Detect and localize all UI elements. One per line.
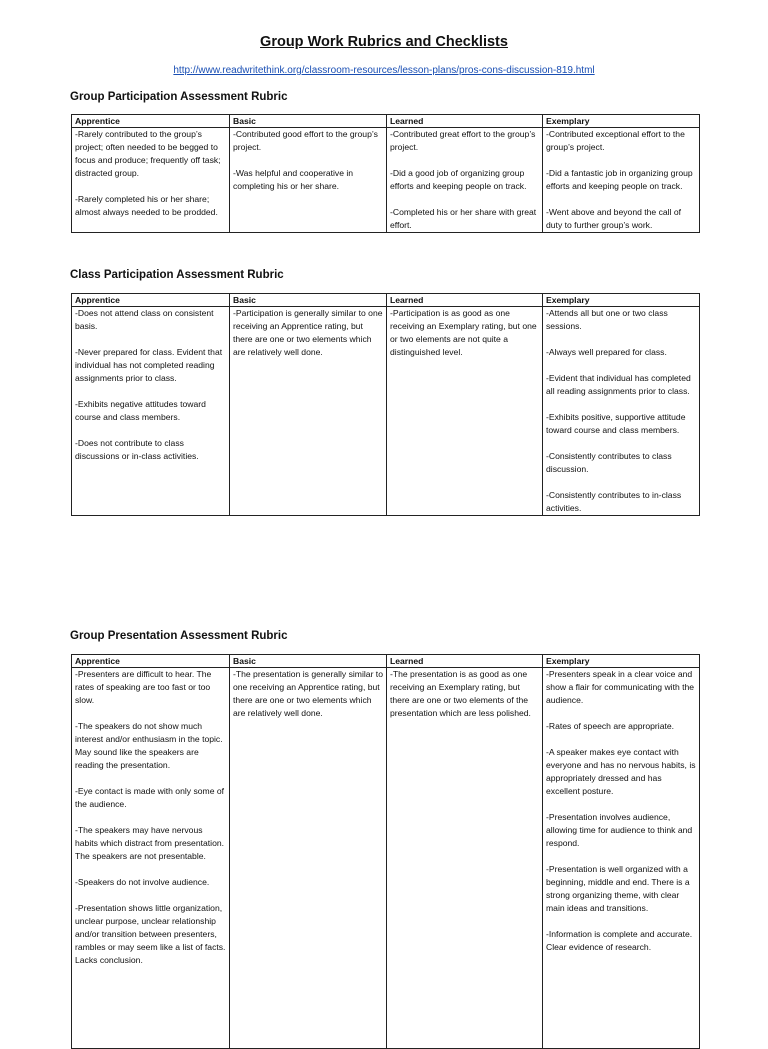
cell-exemplary xyxy=(543,668,700,1049)
group-presentation-rubric-title: Group Presentation Assessment Rubric xyxy=(70,630,288,642)
cell-learned xyxy=(387,307,543,516)
criterion-text: -Presentation involves audience, allowing time for audience to think and respond. xyxy=(546,812,693,848)
criterion-text: -Did a fantastic job in organizing group efforts and keeping people on track. xyxy=(546,168,693,191)
source-link[interactable]: http://www.readwritethink.org/classroom-resources/lesson-plans/pros-cons-discussion-819.html xyxy=(173,65,595,76)
table-header-row xyxy=(72,115,700,128)
cell-learned xyxy=(387,668,543,1049)
group-participation-rubric-table xyxy=(71,114,700,233)
cell-apprentice xyxy=(72,668,230,1049)
criterion-text: -Always well prepared for class. xyxy=(546,347,667,357)
criterion-text: -Presenters are difficult to hear. The rates of speaking are too fast or too slow. xyxy=(75,669,212,705)
document-title: Group Work Rubrics and Checklists xyxy=(260,34,508,50)
criterion-text: -Attends all but one or two class sessions. xyxy=(546,308,668,331)
cell-exemplary xyxy=(543,307,700,516)
criterion-text: -Rates of speech are appropriate. xyxy=(546,721,675,731)
criterion-text: -Presentation shows little organization, unclear purpose, unclear relationship and/or transition between presenters, rambles or may seem like a list of facts. Lacks conclusion. xyxy=(75,903,226,965)
column-header-apprentice: Apprentice xyxy=(72,294,230,307)
criterion-text: -Contributed good effort to the group’s project. xyxy=(233,129,378,152)
criterion-text: -Presenters speak in a clear voice and show a flair for communicating with the audience. xyxy=(546,669,695,705)
criterion-text: -Does not attend class on consistent basis. xyxy=(75,308,214,331)
column-header-learned: Learned xyxy=(387,115,543,128)
criterion-text: -The speakers do not show much interest and/or enthusiasm in the topic. May sound like the speakers are reading the presentation. xyxy=(75,721,223,770)
criterion-text: -Information is complete and accurate. Clear evidence of research. xyxy=(546,929,693,952)
table-header-row xyxy=(72,294,700,307)
column-header-basic: Basic xyxy=(230,655,387,668)
criterion-text: -Consistently contributes to class discussion. xyxy=(546,451,672,474)
criterion-text: -Participation is as good as one receiving an Exemplary rating, but one or two elements are not quite a distinguished level. xyxy=(390,308,537,357)
criterion-text: -Never prepared for class. Evident that individual has not completed reading assignments prior to class. xyxy=(75,347,223,383)
criterion-text: -Went above and beyond the call of duty to further group’s work. xyxy=(546,207,682,230)
criterion-text: -Eye contact is made with only some of the audience. xyxy=(75,786,225,809)
criterion-text: -Presentation is well organized with a beginning, middle and end. There is a strong organizing theme, with clear main ideas and transitions. xyxy=(546,864,690,913)
criterion-text: -Contributed exceptional effort to the group’s project. xyxy=(546,129,685,152)
criterion-text: -Does not contribute to class discussions or in-class activities. xyxy=(75,438,199,461)
group-presentation-rubric-table xyxy=(71,654,700,1049)
column-header-basic: Basic xyxy=(230,294,387,307)
table-header-row xyxy=(72,655,700,668)
table-row xyxy=(72,307,700,516)
criterion-text: -Exhibits negative attitudes toward course and class members. xyxy=(75,399,206,422)
criterion-text: -Was helpful and cooperative in completing his or her share. xyxy=(233,168,354,191)
criterion-text: -Rarely completed his or her share; almost always needed to be prodded. xyxy=(75,194,218,217)
column-header-learned: Learned xyxy=(387,294,543,307)
class-participation-rubric-table xyxy=(71,293,700,516)
table-row xyxy=(72,128,700,233)
criterion-text: -Completed his or her share with great effort. xyxy=(390,207,537,230)
criterion-text: -Evident that individual has completed all reading assignments prior to class. xyxy=(546,373,691,396)
column-header-basic: Basic xyxy=(230,115,387,128)
criterion-text: -Rarely contributed to the group’s project; often needed to be begged to focus and produce; frequently off task; distracted group. xyxy=(75,129,221,178)
criterion-text: -Consistently contributes to in-class activities. xyxy=(546,490,682,513)
table-row xyxy=(72,668,700,1049)
cell-learned xyxy=(387,128,543,233)
column-header-exemplary: Exemplary xyxy=(543,294,700,307)
criterion-text: -Participation is generally similar to one receiving an Apprentice rating, but there are one or two elements which are relatively well done. xyxy=(233,308,383,357)
criterion-text: -The speakers may have nervous habits which distract from presentation. The speakers are not presentable. xyxy=(75,825,225,861)
class-participation-rubric-title: Class Participation Assessment Rubric xyxy=(70,269,284,281)
cell-basic xyxy=(230,668,387,1049)
cell-exemplary xyxy=(543,128,700,233)
column-header-apprentice: Apprentice xyxy=(72,115,230,128)
criterion-text: -The presentation is generally similar to one receiving an Apprentice rating, but there are one or two elements which are relatively well done. xyxy=(233,669,383,718)
group-participation-rubric-title: Group Participation Assessment Rubric xyxy=(70,91,288,103)
criterion-text: -Did a good job of organizing group efforts and keeping people on track. xyxy=(390,168,527,191)
cell-basic xyxy=(230,307,387,516)
cell-apprentice xyxy=(72,307,230,516)
column-header-exemplary: Exemplary xyxy=(543,655,700,668)
criterion-text: -Exhibits positive, supportive attitude toward course and class members. xyxy=(546,412,686,435)
cell-apprentice xyxy=(72,128,230,233)
column-header-exemplary: Exemplary xyxy=(543,115,700,128)
criterion-text: -Contributed great effort to the group’s project. xyxy=(390,129,536,152)
column-header-learned: Learned xyxy=(387,655,543,668)
criterion-text: -A speaker makes eye contact with everyone and has no nervous habits, is appropriately dressed and has excellent posture. xyxy=(546,747,696,796)
column-header-apprentice: Apprentice xyxy=(72,655,230,668)
criterion-text: -Speakers do not involve audience. xyxy=(75,877,210,887)
criterion-text: -The presentation is as good as one receiving an Exemplary rating, but there are one or two elements of the presentation which are less polished. xyxy=(390,669,531,718)
cell-basic xyxy=(230,128,387,233)
